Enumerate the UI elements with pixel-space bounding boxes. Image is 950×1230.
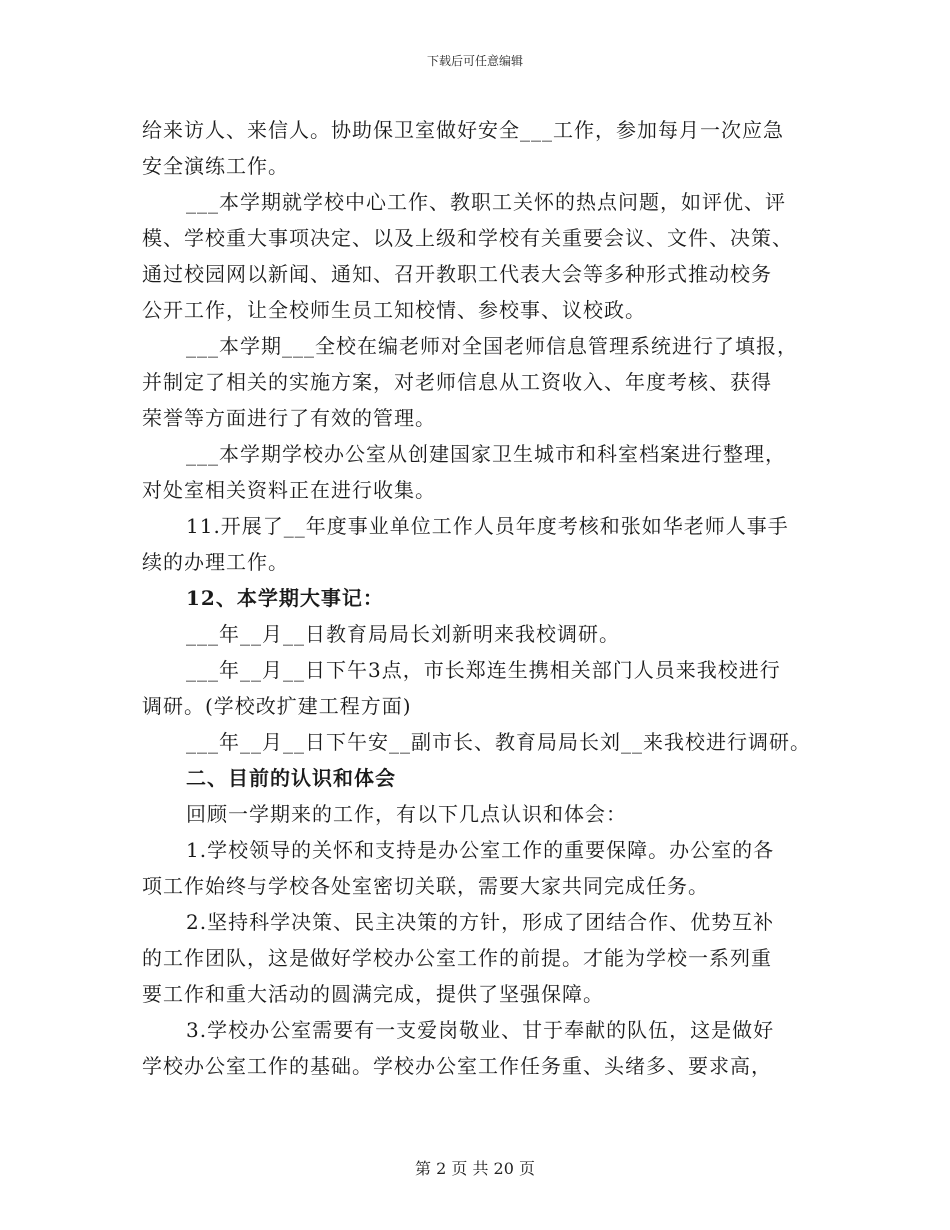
paragraph-line: 通过校园网以新闻、通知、召开教职工代表大会等多种形式推动校务 <box>142 262 772 286</box>
paragraph-line: 项工作始终与学校各处室密切关联，需要大家共同完成任务。 <box>142 874 709 898</box>
paragraph-line: ___本学期就学校中心工作、教职工关怀的热点问题，如评优、评 <box>186 190 786 214</box>
page-header: 下载后可任意编辑 <box>426 54 523 68</box>
paragraph-line: ___年__月__日下午安__副市长、教育局局长刘__来我校进行调研。 <box>186 730 811 754</box>
paragraph-line: 公开工作，让全校师生员工知校情、参校事、议校政。 <box>142 298 646 322</box>
paragraph-line: 模、学校重大事项决定、以及上级和学校有关重要会议、文件、决策、 <box>142 226 793 250</box>
paragraph-line: 2.坚持科学决策、民主决策的方针，形成了团结合作、优势互补 <box>186 910 775 934</box>
paragraph-line: ___年__月__日下午3点，市长郑连生携相关部门人员来我校进行 <box>186 658 781 682</box>
paragraph-line: 3.学校办公室需要有一支爱岗敬业、甘于奉献的队伍，这是做好 <box>186 1018 775 1042</box>
section-heading: 二、目前的认识和体会 <box>186 766 396 790</box>
paragraph-line: 回顾一学期来的工作，有以下几点认识和体会： <box>186 802 627 826</box>
paragraph-line: 安全演练工作。 <box>142 154 289 178</box>
paragraph-line: 荣誉等方面进行了有效的管理。 <box>142 406 436 430</box>
document-body <box>142 112 832 1084</box>
paragraph-line: 11.开展了__年度事业单位工作人员年度考核和张如华老师人事手 <box>186 514 789 538</box>
paragraph-line: 1.学校领导的关怀和支持是办公室工作的重要保障。办公室的各 <box>186 838 775 862</box>
paragraph-line: 并制定了相关的实施方案，对老师信息从工资收入、年度考核、获得 <box>142 370 772 394</box>
paragraph-line: 的工作团队，这是做好学校办公室工作的前提。才能为学校一系列重 <box>142 946 772 970</box>
paragraph-line: 学校办公室工作的基础。学校办公室工作任务重、头绪多、要求高， <box>142 1054 772 1078</box>
paragraph-line: ___年__月__日教育局局长刘新明来我校调研。 <box>186 622 620 646</box>
section-heading: 12、本学期大事记： <box>186 586 384 610</box>
paragraph-line: 续的办理工作。 <box>142 550 289 574</box>
page-footer: 第 2 页 共 20 页 <box>415 1159 535 1178</box>
paragraph-line: ___本学期___全校在编老师对全国老师信息管理系统进行了填报， <box>186 334 798 358</box>
paragraph-line: 调研。(学校改扩建工程方面) <box>142 694 412 718</box>
paragraph-line: ___本学期学校办公室从创建国家卫生城市和科室档案进行整理， <box>186 442 786 466</box>
paragraph-line: 要工作和重大活动的圆满完成，提供了坚强保障。 <box>142 982 604 1006</box>
paragraph-line: 对处室相关资料正在进行收集。 <box>142 478 436 502</box>
paragraph-line: 给来访人、来信人。协助保卫室做好安全___工作，参加每月一次应急 <box>142 118 784 142</box>
